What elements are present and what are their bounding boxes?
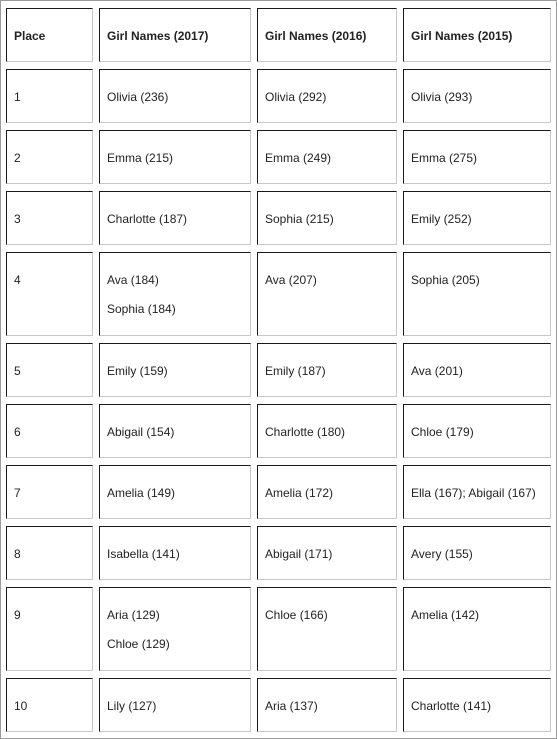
place-number: 5 [14, 364, 21, 378]
name-entry: Emma (275) [411, 151, 478, 165]
place-number: 6 [14, 425, 21, 439]
cell-place [6, 404, 93, 458]
cell-girl-names-2016 [257, 465, 397, 519]
name-entry: Abigail (171) [265, 547, 333, 561]
cell-place [6, 587, 93, 671]
name-entry: Ava (207) [265, 273, 317, 287]
cell-girl-names-2017 [99, 404, 251, 458]
name-entry: Emily (252) [411, 212, 472, 226]
name-entry: Ella (167); Abigail (167) [411, 486, 536, 500]
name-entry: Emma (215) [107, 151, 174, 165]
cell-girl-names-2016 [257, 130, 397, 184]
cell-girl-names-2017 [99, 130, 251, 184]
cell-girl-names-2017 [99, 526, 251, 580]
cell-girl-names-2016 [257, 587, 397, 671]
cell-place [6, 191, 93, 245]
header-cell-girl-names-2017 [99, 8, 251, 62]
name-entry: Avery (155) [411, 547, 473, 561]
cell-place [6, 343, 93, 397]
name-entry: Ava (184) [107, 273, 159, 287]
column-header: Girl Names (2016) [265, 29, 367, 43]
name-entry: Emily (187) [265, 364, 326, 378]
name-entry: Aria (129) [107, 608, 160, 622]
cell-girl-names-2017 [99, 587, 251, 671]
cell-place [6, 69, 93, 123]
cell-girl-names-2016 [257, 678, 397, 732]
name-entry: Olivia (293) [411, 90, 473, 104]
place-number: 3 [14, 212, 21, 226]
cell-girl-names-2015 [403, 130, 551, 184]
column-header: Girl Names (2017) [107, 29, 209, 43]
column-header: Girl Names (2015) [411, 29, 513, 43]
cell-girl-names-2016 [257, 252, 397, 336]
column-header: Place [14, 29, 46, 43]
cell-place [6, 465, 93, 519]
cell-girl-names-2015 [403, 191, 551, 245]
name-entry: Chloe (179) [411, 425, 474, 439]
cell-girl-names-2016 [257, 69, 397, 123]
name-entry: Olivia (236) [107, 90, 169, 104]
name-entry: Olivia (292) [265, 90, 327, 104]
place-number: 2 [14, 151, 21, 165]
place-number: 7 [14, 486, 21, 500]
cell-girl-names-2017 [99, 465, 251, 519]
name-entry: Amelia (172) [265, 486, 334, 500]
name-entry: Aria (137) [265, 699, 318, 713]
place-number: 8 [14, 547, 21, 561]
cell-girl-names-2017 [99, 191, 251, 245]
cell-girl-names-2015 [403, 678, 551, 732]
cell-girl-names-2015 [403, 404, 551, 458]
name-entry: Isabella (141) [107, 547, 180, 561]
cell-girl-names-2015 [403, 69, 551, 123]
name-entry: Charlotte (180) [265, 425, 346, 439]
name-entry: Amelia (142) [411, 608, 480, 622]
cell-place [6, 252, 93, 336]
cell-place [6, 130, 93, 184]
header-cell-girl-names-2015 [403, 8, 551, 62]
name-entry: Ava (201) [411, 364, 463, 378]
cell-place [6, 678, 93, 732]
name-entry: Sophia (215) [265, 212, 334, 226]
header-cell-place [6, 8, 93, 62]
place-number: 4 [14, 273, 21, 287]
name-entry: Emily (159) [107, 364, 168, 378]
name-entry: Lily (127) [107, 699, 157, 713]
name-entry: Charlotte (187) [107, 212, 188, 226]
name-entry: Emma (249) [265, 151, 332, 165]
name-entry: Amelia (149) [107, 486, 176, 500]
name-entry: Sophia (184) [107, 302, 176, 316]
place-number: 9 [14, 608, 21, 622]
cell-place [6, 526, 93, 580]
cell-girl-names-2016 [257, 526, 397, 580]
cell-girl-names-2016 [257, 404, 397, 458]
cell-girl-names-2017 [99, 678, 251, 732]
cell-girl-names-2015 [403, 465, 551, 519]
cell-girl-names-2017 [99, 343, 251, 397]
name-entry: Charlotte (141) [411, 699, 492, 713]
cell-girl-names-2015 [403, 526, 551, 580]
cell-girl-names-2015 [403, 587, 551, 671]
name-entry: Chloe (129) [107, 637, 170, 651]
cell-girl-names-2017 [99, 69, 251, 123]
cell-girl-names-2016 [257, 343, 397, 397]
cell-girl-names-2017 [99, 252, 251, 336]
cell-girl-names-2016 [257, 191, 397, 245]
cell-girl-names-2015 [403, 343, 551, 397]
place-number: 10 [14, 699, 28, 713]
name-entry: Abigail (154) [107, 425, 175, 439]
name-entry: Chloe (166) [265, 608, 328, 622]
name-entry: Sophia (205) [411, 273, 480, 287]
cell-girl-names-2015 [403, 252, 551, 336]
header-cell-girl-names-2016 [257, 8, 397, 62]
place-number: 1 [14, 90, 21, 104]
